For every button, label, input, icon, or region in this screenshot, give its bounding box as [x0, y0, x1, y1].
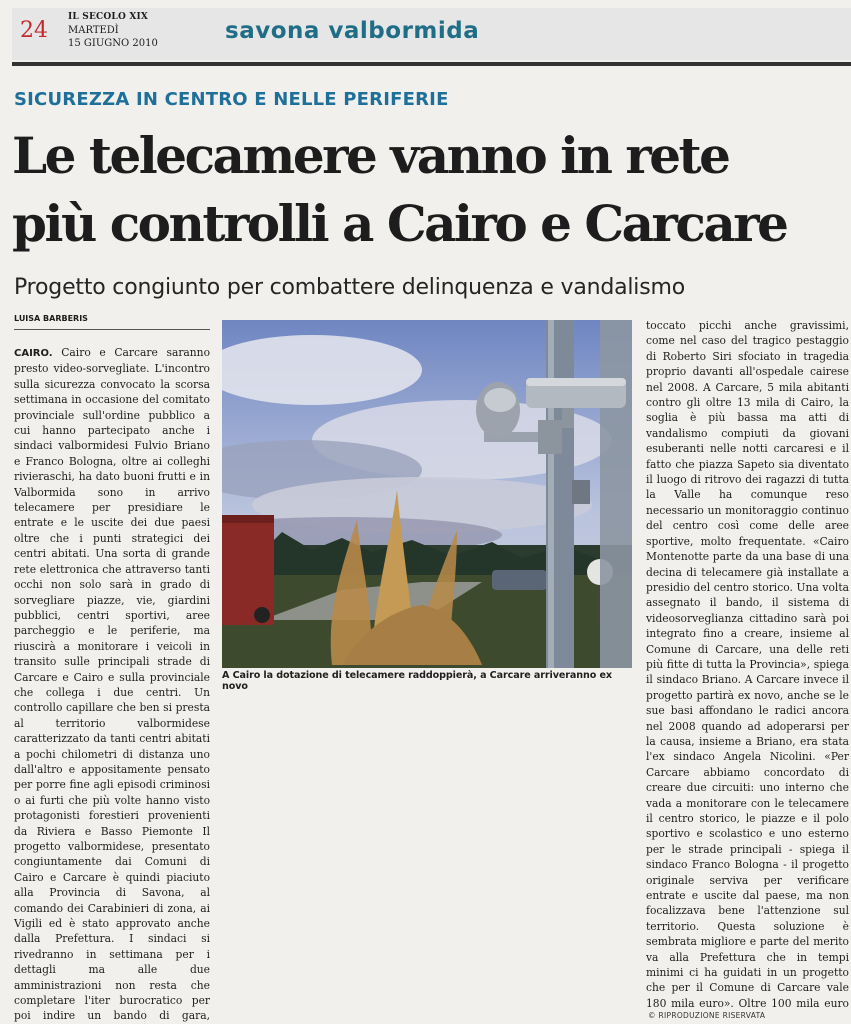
left-column-text: Cairo e Carcare saranno presto video-sorvegliate. L'incontro sulla sicurezza convocato la scorsa settimana in occasione del comitato provinciale sull'ordine pubblico a cui hanno partecipato anche i sindaci valbormidesi Fulvio Briano e Franco Bologna, oltre ai colleghi rivieraschi, ha dato buoni frutti e in Valbormida sono in arrivo telecamere per presidiare le entrate e le uscite dei due paesi oltre che i punti strategici dei centri abitati. Una sorta di grande rete elettronica che attraverso tanti occhi non solo sarà in grado di sorvegliare piazze, vie, giardini pubblici, centri sportivi, aree parcheggio e le periferie, ma riuscirà a monitorare i veicoli in transito sulle principali strade di Carcare e Cairo e sulla provinciale che collega i due centri. Un controllo capillare che ben si presta al territorio valbormidese caratterizzato da tanti centri abitati a pochi chilometri di distanza uno dall'altro e appositamente pensato per porre fine agli episodi criminosi o ai furti che più volte hanno visto protagonisti forestieri provenienti da Riviera e Basso Piemonte Il progetto valbormidese, presentato congiuntamente dai Comuni di Cairo e Carcare è quindi piaciuto alla Provincia di Savona, al comando dei Carabinieri di zona, ai Vigili ed è stato approvato anche dalla Prefettura. I sindaci si rivedranno in settimana per i dettagli ma alle due amministrazioni non resta che completare l'iter burocratico per poi indire un bando di gara, [14, 346, 210, 1023]
section-title: savona valbormida [225, 18, 480, 44]
header-rule [12, 62, 851, 66]
article-column-left [14, 345, 210, 1024]
copyright-notice: © RIPRODUZIONE RISERVATA [648, 1011, 766, 1020]
photo-caption: A Cairo la dotazione di telecamere raddoppierà, a Carcare arriveranno ex novo [222, 670, 612, 692]
issue-date: 15 GIUGNO 2010 [68, 38, 158, 49]
weekday: MARTEDÌ [68, 25, 119, 36]
page-number: 24 [20, 18, 48, 43]
page-header [12, 8, 851, 60]
dateline: CAIRO. [14, 348, 53, 359]
article-subheadline: Progetto congiunto per combattere delinquenza e vandalismo [14, 275, 685, 300]
headline-line-1: Le telecamere vanno in rete [12, 126, 729, 185]
masthead [68, 11, 158, 50]
surveillance-camera-photo [222, 320, 632, 668]
headline-line-2: più controlli a Cairo e Carcare [12, 194, 787, 253]
article-headline [12, 122, 847, 258]
article-photo [222, 320, 632, 668]
article-kicker: SICUREZZA IN CENTRO E NELLE PERIFERIE [14, 89, 449, 110]
article-column-right: toccato picchi anche gravissimi, come nel caso del tragico pestaggio di Roberto Siri sfociato in tragedia proprio davanti all'ospedale cairese nel 2008. A Carcare, 5 mila abitanti contro gli oltre 13 mila di Cairo, la soglia è più bassa ma atti di vandalismo compiuti da giovani esuberanti nelle notti carcaresi e il fatto che piazza Sapeto sia diventato il luogo di ritrovo dei ragazzi di tutta la Valle ha comunque reso necessario un monitoraggio continuo del centro così come delle aree sportive, molto frequentate. «Cairo Montenotte parte da una base di una decina di telecamere già installate a presidio del centro storico. Una volta assegnato il bando, il sistema di videosorveglianza cittadino sarà poi integrato fino a creare, insieme al Comune di Carcare, una delle reti più fitte di tutta la Provincia», spiega il sindaco Briano. A Carcare invece il progetto partirà ex novo, anche se le sue basi affondano le radici ancora nel 2008 quando ad adoperarsi per la causa, insieme a Briano, era stata l'ex sindaco Angela Nicolini. «Per Carcare abbiamo concordato di creare due circuiti: uno interno che vada a monitorare con le telecamere il centro storico, le piazze e il polo sportivo e scolastico e uno esterno per le strade principali - spiega il sindaco Franco Bologna - il progetto originale serviva per verificare entrate e uscite dal paese, ma non focalizzava bene l'attenzione sul territorio. Questa soluzione è sembrata migliore e parte del merito va alla Prefettura che in tempi minimi ci ha guidati in un progetto che per il Comune di Carcare vale 180 mila euro». Oltre 100 mila euro [646, 319, 849, 1010]
newspaper-name: IL SECOLO XIX [68, 12, 149, 22]
byline: LUISA BARBERIS [14, 314, 210, 330]
